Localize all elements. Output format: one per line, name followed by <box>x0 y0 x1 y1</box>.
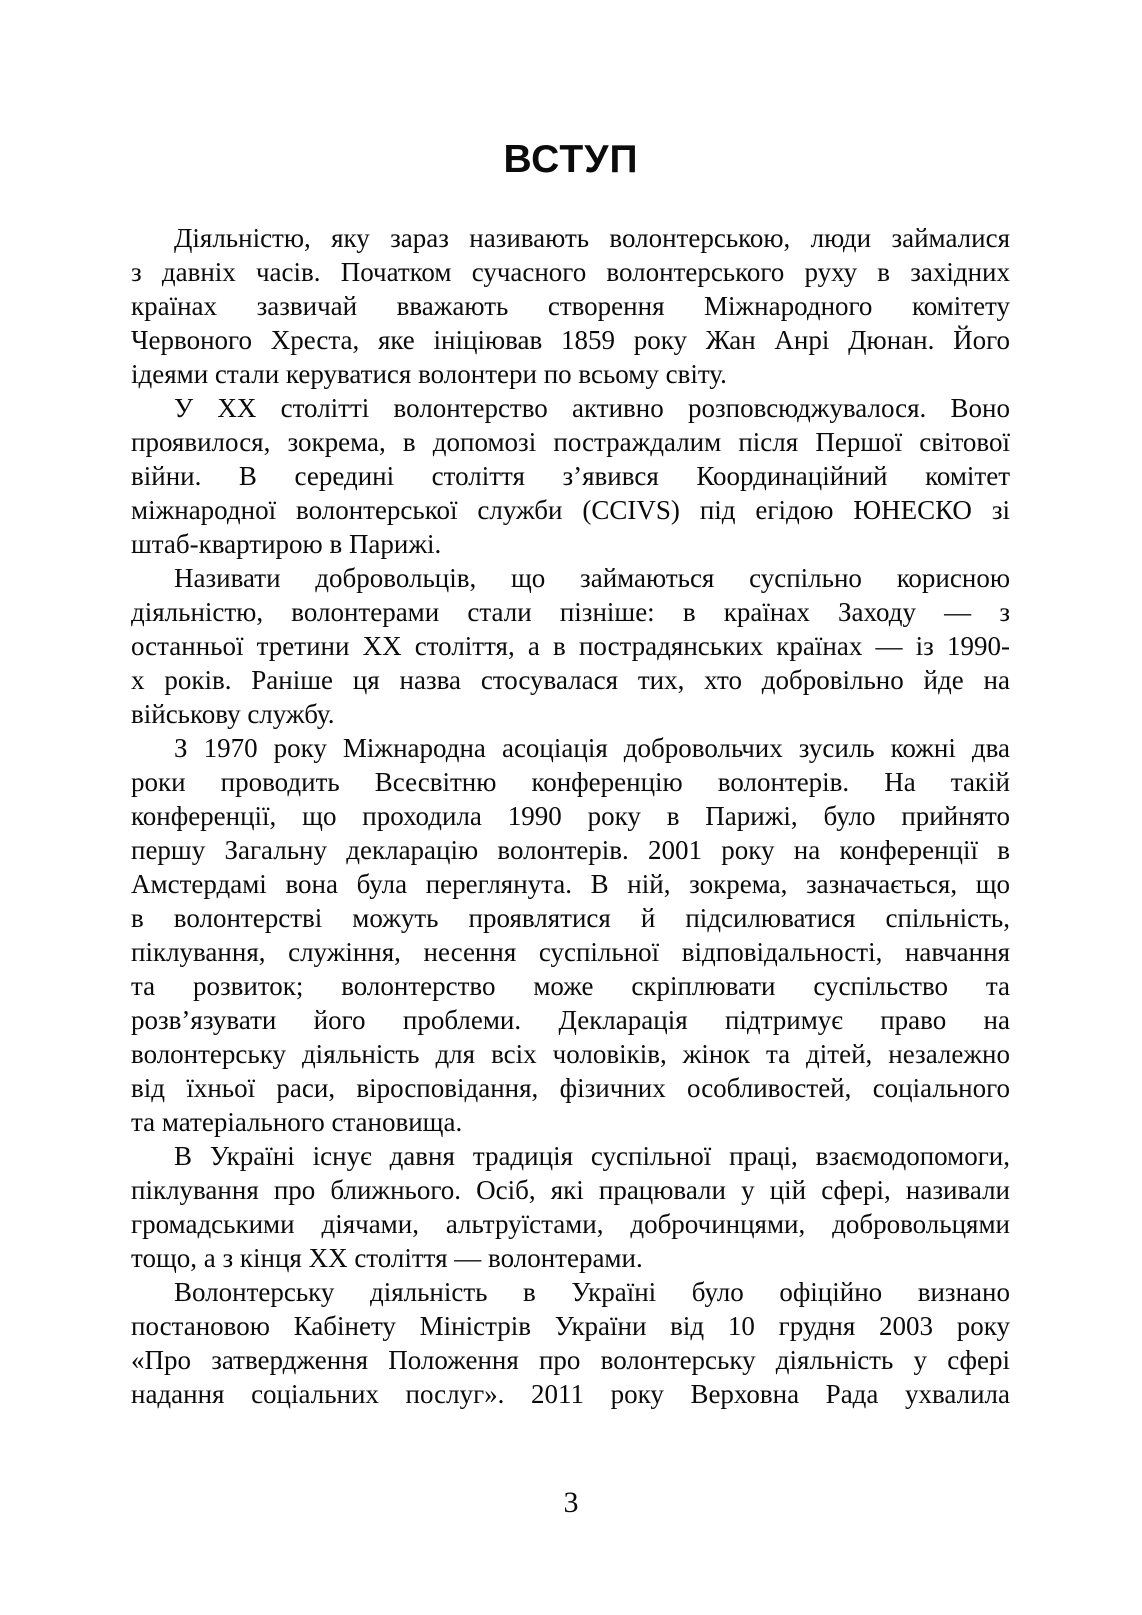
text-line: та розвиток; волонтерство може скріплювати суспільство та <box>131 971 1010 1001</box>
page-body <box>131 221 1010 1411</box>
text-line: конференції, що проходила 1990 року в Парижі, було прийнято <box>131 801 1010 831</box>
text-line: тощо, а з кінця XX століття — волонтерами. <box>131 1243 643 1273</box>
text-line: штаб-квартирою в Парижі. <box>131 529 442 559</box>
text-line: х років. Раніше ця назва стосувалася тих, хто добровільно йде на <box>131 665 1010 695</box>
text-line: піклування, служіння, несення суспільної відповідальності, навчання <box>131 937 1010 967</box>
text-line: волонтерську діяльність для всіх чоловіків, жінок та дітей, незалежно <box>131 1039 1010 1069</box>
text-line: Червоного Хреста, яке ініціював 1859 року Жан Анрі Дюнан. Його <box>131 325 1010 355</box>
text-line: громадськими діячами, альтруїстами, доброчинцями, добровольцями <box>131 1209 1010 1239</box>
text-line: з давніх часів. Початком сучасного волонтерського руху в західних <box>131 257 1010 287</box>
text-line: проявилося, зокрема, в допомозі постраждалим після Першої світової <box>131 427 1010 457</box>
text-line: У XX столітті волонтерство активно розповсюджувалося. Воно <box>174 393 1010 423</box>
paragraph <box>131 1139 1010 1275</box>
text-line: в волонтерстві можуть проявлятися й підсилюватися спільність, <box>131 903 1010 933</box>
text-line: першу Загальну декларацію волонтерів. 2001 року на конференції в <box>131 835 1010 865</box>
text-line: Амстердамі вона була переглянута. В ній, зокрема, зазначається, що <box>131 869 1010 899</box>
text-line: від їхньої раси, віросповідання, фізичних особливостей, соціального <box>131 1073 1010 1103</box>
text-line: та матеріального становища. <box>131 1107 463 1137</box>
text-line: країнах зазвичай вважають створення Міжнародного комітету <box>131 291 1010 321</box>
text-line: Називати добровольців, що займаються суспільно корисною <box>174 563 1010 593</box>
paragraph <box>131 1275 1010 1411</box>
text-line: військову службу. <box>131 699 335 729</box>
paragraph <box>131 391 1010 561</box>
text-line: надання соціальних послуг». 2011 року Верховна Рада ухвалила <box>131 1379 1010 1409</box>
paragraph <box>131 561 1010 731</box>
text-line: Діяльністю, яку зараз називають волонтерською, люди займалися <box>174 223 1010 253</box>
text-line: міжнародної волонтерської служби (CCIVS) під егідою ЮНЕСКО зі <box>131 495 1010 525</box>
text-line: війни. В середині століття з’явився Координаційний комітет <box>131 461 1010 491</box>
page-title: ВСТУП <box>503 138 639 181</box>
text-line: постановою Кабінету Міністрів України від 10 грудня 2003 року <box>131 1311 1010 1341</box>
page-number: 3 <box>563 1486 579 1519</box>
paragraph <box>131 221 1010 391</box>
paragraph <box>131 731 1010 1139</box>
text-line: піклування про ближнього. Осіб, які працювали у цій сфері, називали <box>131 1175 1010 1205</box>
text-line: роки проводить Всесвітню конференцію волонтерів. На такій <box>131 767 1010 797</box>
text-line: розв’язувати його проблеми. Декларація підтримує право на <box>131 1005 1010 1035</box>
text-line: З 1970 року Міжнародна асоціація добровольчих зусиль кожні два <box>174 733 1010 763</box>
text-line: В Україні існує давня традиція суспільної праці, взаємодопомоги, <box>174 1141 1010 1171</box>
text-line: Волонтерську діяльність в Україні було офіційно визнано <box>174 1277 1010 1307</box>
text-line: останньої третини XX століття, а в пострадянських країнах — із 1990- <box>131 631 1010 661</box>
text-line: «Про затвердження Положення про волонтерську діяльність у сфері <box>131 1345 1010 1375</box>
text-line: діяльністю, волонтерами стали пізніше: в країнах Заходу — з <box>131 597 1010 627</box>
text-line: ідеями стали керуватися волонтери по всьому світу. <box>131 359 727 389</box>
